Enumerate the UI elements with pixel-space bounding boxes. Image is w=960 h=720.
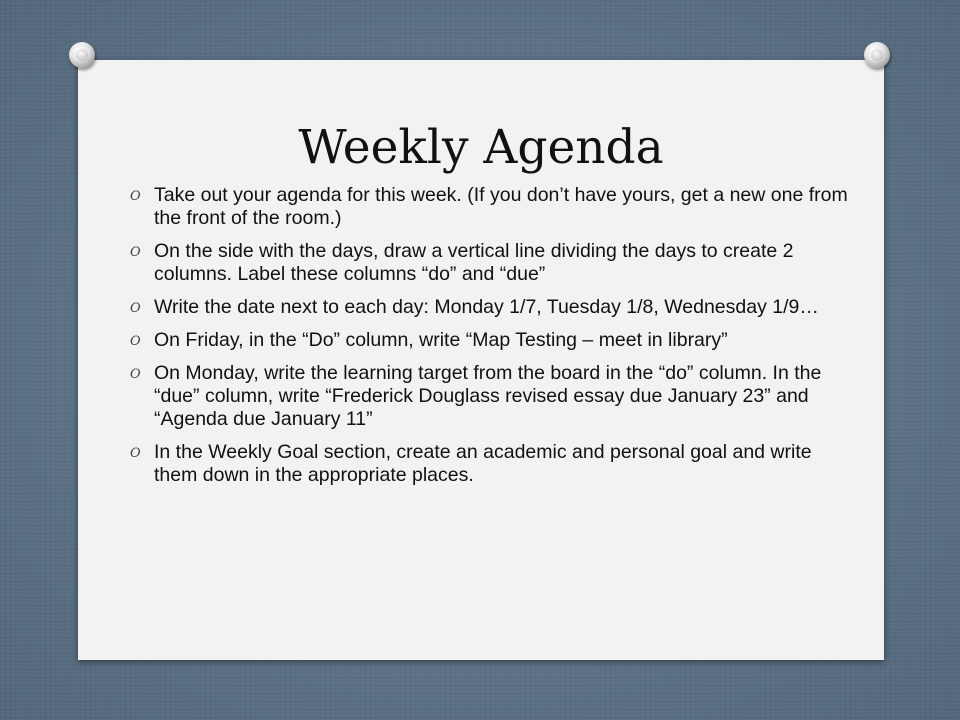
bullet-marker-icon: O (130, 334, 141, 349)
bullet-text: Write the date next to each day: Monday 1/7, Tuesday 1/8, Wednesday 1/9… (154, 296, 819, 318)
bullet-item (130, 184, 850, 230)
bullet-text: In the Weekly Goal section, create an academic and personal goal and write them down in the appropriate places. (154, 441, 812, 486)
bullet-list (130, 184, 850, 497)
pushpin-left-icon (69, 42, 95, 68)
bullet-marker-icon: O (130, 367, 141, 382)
bullet-text: On Friday, in the “Do” column, write “Map Testing – meet in library” (154, 329, 728, 351)
bullet-marker-icon: O (130, 301, 141, 316)
bullet-marker-icon: O (130, 189, 141, 204)
bullet-text: Take out your agenda for this week. (If you don’t have yours, get a new one from the front of the room.) (154, 184, 848, 229)
bullet-item (130, 441, 850, 487)
slide-title: Weekly Agenda (298, 120, 664, 175)
bullet-item (130, 240, 850, 286)
bullet-marker-icon: O (130, 446, 141, 461)
bullet-text: On the side with the days, draw a vertical line dividing the days to create 2 columns. Label these columns “do” and “due” (154, 240, 794, 285)
pushpin-right-icon (864, 42, 890, 68)
bullet-item (130, 329, 850, 352)
bullet-text: On Monday, write the learning target from the board in the “do” column. In the “due” column, write “Frederick Douglass revised essay due January 23” and “Agenda due January 11” (154, 362, 822, 430)
bullet-item (130, 296, 850, 319)
bullet-item (130, 362, 850, 431)
bullet-marker-icon: O (130, 245, 141, 260)
